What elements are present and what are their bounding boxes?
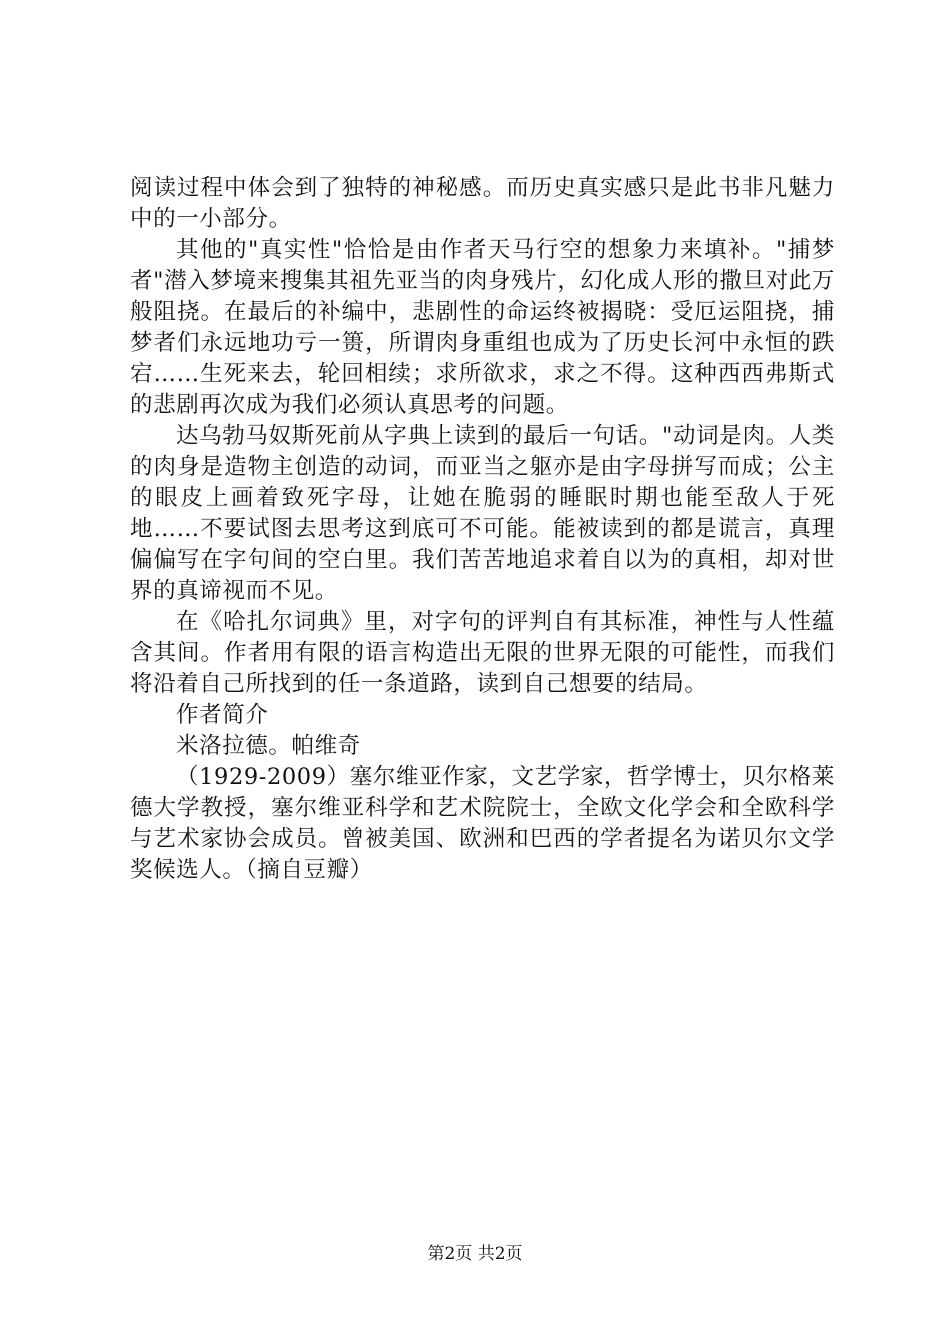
paragraph-continuation: 阅读过程中体会到了独特的神秘感。而历史真实感只是此书非凡魅力中的一小部分。 (130, 175, 835, 232)
page-footer: 第2页 共2页 (427, 1244, 523, 1264)
document-body (130, 173, 835, 886)
paragraph-authenticity: 其他的"真实性"恰恰是由作者天马行空的想象力来填补。"捕梦者"潜入梦境来搜集其祖先亚当的肉身残片，幻化成人形的撒旦对此万般阻挠。在最后的补编中，悲剧性的命运终被揭晓：受厄运阻挠，捕梦者们永远地功亏一篑，所谓肉身重组也成为了历史长河中永恒的跌宕……生死来去，轮回相续；求所欲求，求之不得。这种西西弗斯式的悲剧再次成为我们必须认真思考的问题。 (130, 237, 835, 418)
paragraph-khazar-dictionary: 在《哈扎尔词典》里，对字句的评判自有其标准，神性与人性蕴含其间。作者用有限的语言构造出无限的世界无限的可能性，而我们将沿着自己所找到的任一条道路，读到自己想要的结局。 (130, 609, 835, 697)
author-name: 米洛拉德。帕维奇 (176, 733, 361, 759)
paragraph-verb-is-flesh: 达乌勃马奴斯死前从字典上读到的最后一句话。"动词是肉。人类的肉身是造物主创造的动词，而亚当之躯亦是由字母拼写而成；公主的眼皮上画着致死字母，让她在脆弱的睡眠时期也能至敌人于死地……不要试图去思考这到底可不可能。能被读到的都是谎言，真理偏偏写在字句间的空白里。我们苦苦地追求着自以为的真相，却对世界的真谛视而不见。 (130, 423, 835, 604)
paragraph-author-bio: （1929-2009）塞尔维亚作家，文艺学家，哲学博士，贝尔格莱德大学教授，塞尔维亚科学和艺术院院士，全欧文化学会和全欧科学与艺术家协会成员。曾被美国、欧洲和巴西的学者提名为诺贝尔文学奖候选人。（摘自豆瓣） (130, 764, 835, 883)
section-heading-author-intro: 作者简介 (176, 702, 269, 728)
